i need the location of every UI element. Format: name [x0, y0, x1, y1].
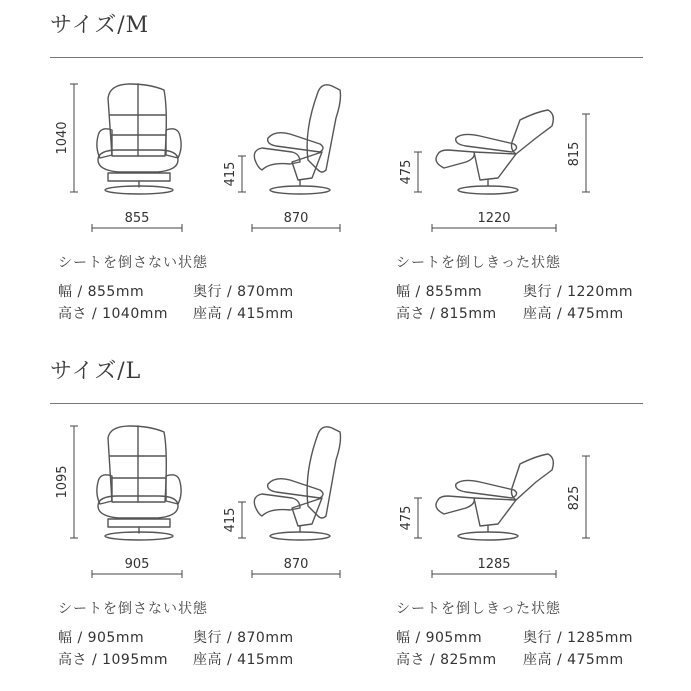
dim-reclined-height-m: 815 [567, 141, 582, 167]
front-chair-m [97, 84, 181, 194]
spec-reclined-height-m: 高さ / 815mm [396, 306, 497, 322]
spec-reclined-height-l: 高さ / 825mm [396, 652, 497, 668]
dim-reclined-seat-height-l: 475 [399, 505, 414, 531]
spec-upright-seat-height-m: 座高 / 415mm [193, 306, 294, 322]
spec-reclined-depth-l: 奥行 / 1285mm [523, 630, 634, 646]
dim-front-width-m: 855 [124, 211, 150, 226]
dim-reclined-depth-m: 1220 [477, 211, 511, 226]
chair-diagrams-m [0, 70, 691, 270]
upright-caption-m: シートを倒さない状態 [58, 255, 208, 271]
dim-upright-depth-l: 870 [283, 557, 309, 572]
dim-upright-seat-height-m: 415 [223, 161, 238, 187]
spec-reclined-depth-m: 奥行 / 1220mm [523, 284, 634, 300]
side-upright-chair-m [254, 85, 340, 194]
reclined-caption-l: シートを倒しきった状態 [396, 601, 561, 617]
spec-upright-depth-m: 奥行 / 870mm [193, 284, 294, 300]
side-reclined-chair-m [436, 110, 553, 194]
dim-reclined-depth-l: 1285 [477, 557, 511, 572]
upright-caption-l: シートを倒さない状態 [58, 601, 208, 617]
reclined-caption-m: シートを倒しきった状態 [396, 255, 561, 271]
chair-diagrams-l [0, 416, 691, 616]
section-title-l: サイズ/L [50, 359, 142, 384]
side-reclined-chair-l [436, 454, 553, 540]
spec-upright-width-m: 幅 / 855mm [58, 284, 145, 300]
spec-upright-height-l: 高さ / 1095mm [58, 652, 169, 668]
dim-upright-depth-m: 870 [283, 211, 309, 226]
dim-front-height-l: 1095 [55, 465, 70, 499]
dim-front-width-l: 905 [124, 557, 150, 572]
dim-upright-seat-height-l: 415 [223, 507, 238, 533]
spec-upright-height-m: 高さ / 1040mm [58, 306, 169, 322]
spec-reclined-seat-height-m: 座高 / 475mm [523, 306, 624, 322]
front-chair-l [97, 426, 181, 540]
dim-reclined-height-l: 825 [567, 485, 582, 511]
dim-reclined-seat-height-m: 475 [399, 159, 414, 185]
section-divider-m [50, 57, 643, 58]
section-divider-l [50, 403, 643, 404]
spec-upright-width-l: 幅 / 905mm [58, 630, 145, 646]
spec-upright-depth-l: 奥行 / 870mm [193, 630, 294, 646]
side-upright-chair-l [254, 427, 340, 540]
spec-reclined-seat-height-l: 座高 / 475mm [523, 652, 624, 668]
spec-reclined-width-m: 幅 / 855mm [396, 284, 483, 300]
spec-upright-seat-height-l: 座高 / 415mm [193, 652, 294, 668]
section-title-m: サイズ/M [50, 13, 150, 38]
dim-front-height-m: 1040 [55, 121, 70, 155]
spec-reclined-width-l: 幅 / 905mm [396, 630, 483, 646]
